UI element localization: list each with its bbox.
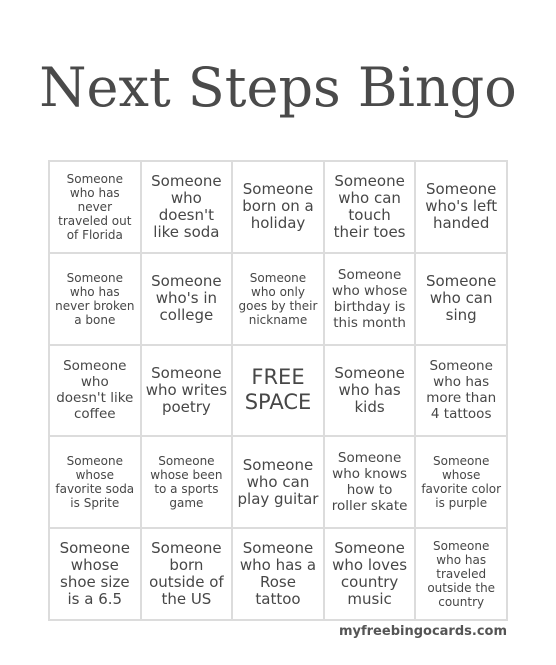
site-credit-text: myfreebingocards.com — [338, 624, 507, 639]
bingo-cell[interactable] — [325, 529, 415, 619]
bingo-cell[interactable] — [325, 346, 415, 436]
bingo-cell[interactable] — [416, 162, 506, 252]
bingo-cell[interactable] — [50, 162, 140, 252]
bingo-cell[interactable] — [50, 346, 140, 436]
bingo-cell[interactable] — [142, 162, 232, 252]
bingo-cell-text: Someone whose favorite color is purple — [421, 454, 502, 511]
bingo-cell[interactable] — [416, 254, 506, 344]
bingo-cell-text: Someone who has never broken a bone — [55, 270, 135, 327]
bingo-cell-text: Someone who whose birthday is this month — [331, 266, 408, 331]
bingo-cell[interactable] — [325, 254, 415, 344]
bingo-cell-text: Someone who has kids — [334, 363, 405, 416]
bingo-cell[interactable] — [142, 346, 232, 436]
bingo-cell[interactable] — [416, 437, 506, 527]
free-space-cell[interactable] — [233, 346, 323, 436]
bingo-cell[interactable] — [142, 254, 232, 344]
bingo-cell-text: Someone whose been to a sports game — [150, 454, 223, 511]
bingo-cell[interactable] — [142, 437, 232, 527]
bingo-cell[interactable] — [325, 162, 415, 252]
bingo-cell-text: Someone whose favorite soda is Sprite — [55, 454, 135, 511]
bingo-cell[interactable] — [50, 529, 140, 619]
bingo-cell-text: FREE SPACE — [244, 365, 312, 415]
bingo-cell[interactable] — [416, 346, 506, 436]
bingo-cell-text: Someone who has traveled outside the country — [427, 539, 496, 610]
bingo-cell[interactable] — [325, 437, 415, 527]
bingo-cell[interactable] — [50, 254, 140, 344]
bingo-cell[interactable] — [233, 254, 323, 344]
bingo-cell-text: Someone who has never traveled out of Florida — [58, 171, 132, 242]
bingo-cell[interactable] — [50, 437, 140, 527]
bingo-cell-text: Someone who's left handed — [425, 180, 498, 233]
bingo-cell-text: Someone born on a holiday — [242, 180, 314, 233]
bingo-cell-text: Someone who has more than 4 tattoos — [426, 358, 497, 423]
bingo-cell[interactable] — [142, 529, 232, 619]
bingo-cell[interactable] — [233, 437, 323, 527]
bingo-cell[interactable] — [416, 529, 506, 619]
bingo-cell-text: Someone who knows how to roller skate — [331, 450, 408, 515]
bingo-cell-text: Someone who only goes by their nickname — [238, 270, 318, 327]
bingo-cell-text: Someone whose shoe size is a 6.5 — [59, 539, 131, 609]
bingo-cell-text: Someone who writes poetry — [145, 363, 228, 416]
bingo-cell-text: Someone who can touch their toes — [333, 171, 406, 241]
bingo-cell-text: Someone who doesn't like coffee — [56, 358, 134, 423]
bingo-cell[interactable] — [233, 529, 323, 619]
bingo-cell-text: Someone who can play guitar — [237, 455, 319, 508]
bingo-cell-text: Someone born outside of the US — [149, 539, 224, 609]
bingo-card-grid — [48, 160, 508, 621]
bingo-cell-text: Someone who can sing — [425, 272, 497, 325]
bingo-cell-text: Someone who loves country music — [332, 539, 408, 609]
bingo-cell-text: Someone who has a Rose tattoo — [239, 539, 317, 609]
bingo-cell-text: Someone who doesn't like soda — [151, 171, 222, 241]
bingo-cell[interactable] — [233, 162, 323, 252]
bingo-cell-text: Someone who's in college — [151, 272, 222, 325]
page-title: Next Steps Bingo — [39, 56, 517, 119]
